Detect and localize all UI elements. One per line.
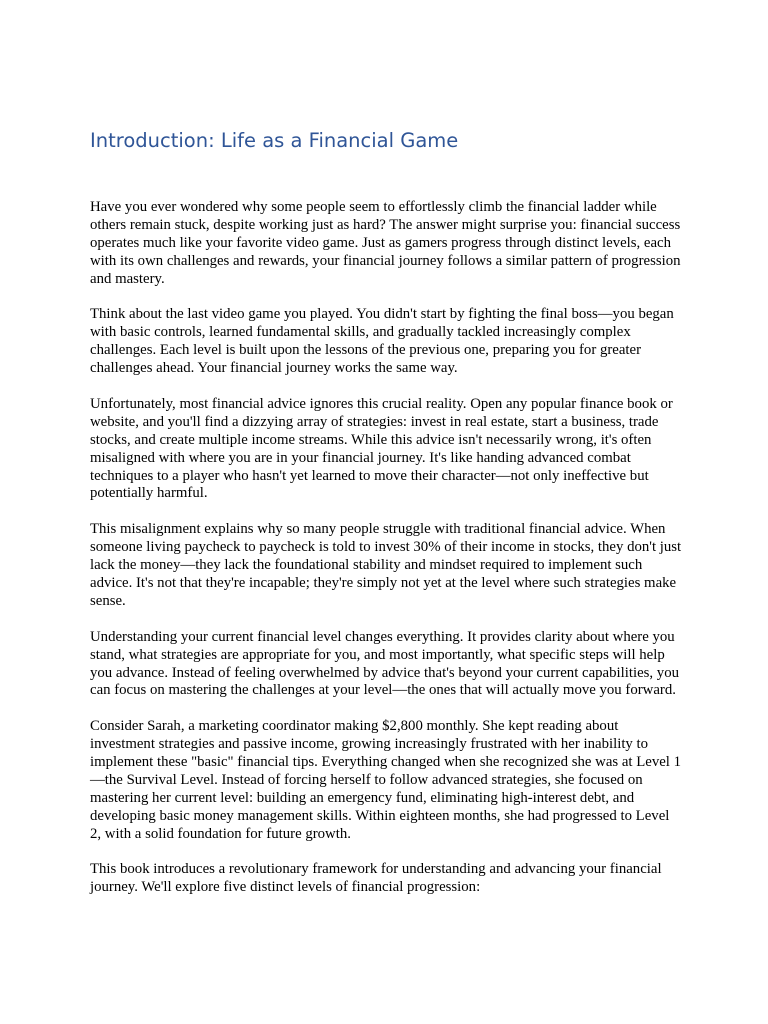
paragraph: This book introduces a revolutionary framework for understanding and advancing your financial journey. We'll explore five distinct levels of financial progression: [90, 861, 662, 896]
paragraph: Understanding your current financial level changes everything. It provides clarity about where you stand, what strategies are appropriate for you, and most importantly, what specific steps will help you advance. Instead of feeling overwhelmed by advice that's beyond your current capabilities, you can focus on mastering the challenges at your level—the ones that will actually move you forward. [90, 628, 679, 699]
paragraph: Unfortunately, most financial advice ignores this crucial reality. Open any popular finance book or website, and you'll find a dizzying array of strategies: invest in real estate, start a business, trade stocks, and create multiple income streams. While this advice isn't necessarily wrong, it's often misaligned with where you are in your financial journey. It's like handing advanced combat techniques to a player who hasn't yet learned to move their character—not only ineffective but potentially harmful. [90, 395, 673, 502]
chapter-body [90, 199, 682, 915]
paragraph: This misalignment explains why so many people struggle with traditional financial advice. When someone living paycheck to paycheck is told to invest 30% of their income in stocks, they don't just lack the money—they lack the foundational stability and mindset required to implement such advice. It's not that they're incapable; they're simply not yet at the level where such strategies make sense. [90, 521, 682, 609]
paragraph: Consider Sarah, a marketing coordinator making $2,800 monthly. She kept reading about investment strategies and passive income, growing increasingly frustrated with her inability to implement these "basic" financial tips. Everything changed when she recognized she was at Level 1—the Survival Level. Instead of forcing herself to follow advanced strategies, she focused on mastering her current level: building an emergency fund, eliminating high-interest debt, and developing basic money management skills. Within eighteen months, she had progressed to Level 2, with a solid foundation for future growth. [90, 718, 682, 842]
paragraph: Have you ever wondered why some people seem to effortlessly climb the financial ladder while others remain stuck, despite working just as hard? The answer might surprise you: financial success operates much like your favorite video game. Just as gamers progress through distinct levels, each with its own challenges and rewards, your financial journey follows a similar pattern of progression and mastery. [90, 199, 681, 287]
paragraph: Think about the last video game you played. You didn't start by fighting the final boss—you began with basic controls, learned fundamental skills, and gradually tackled increasingly complex challenges. Each level is built upon the lessons of the previous one, preparing you for greater challenges ahead. Your financial journey works the same way. [90, 306, 674, 377]
chapter-title: Introduction: Life as a Financial Game [90, 129, 459, 152]
